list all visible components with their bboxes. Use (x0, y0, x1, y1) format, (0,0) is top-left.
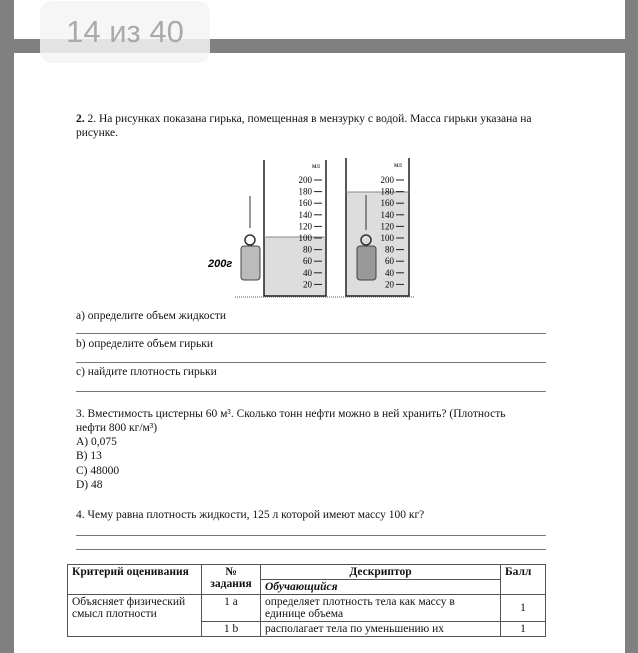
table-row (68, 595, 546, 622)
q3-line2: нефти 800 кг/м³) (76, 422, 158, 434)
cell-score: 1 (501, 595, 546, 622)
weight-label: 200г (208, 258, 233, 270)
cell-score: 1 (501, 622, 546, 637)
q3-option-b: B) 13 (76, 450, 102, 462)
tick-label: 160 (380, 198, 394, 209)
page-indicator: 14 из 40 (40, 1, 210, 63)
tick-label: 80 (385, 244, 394, 255)
tick-label: 200 (298, 175, 312, 185)
tick-label: 120 (380, 221, 394, 232)
q2-part-b: b) определите объем гирьки (76, 338, 214, 350)
q3-option-d: D) 48 (76, 479, 103, 491)
tick-label: 60 (385, 256, 394, 267)
header-score: Балл (501, 565, 546, 595)
tick-label: 100 (298, 233, 312, 243)
answer-line[interactable] (76, 391, 546, 392)
header-descriptor: Дескриптор (261, 565, 501, 580)
cell-descriptor: определяет плотность тела как массу в единице объема (261, 595, 501, 622)
beaker-figure (200, 150, 440, 310)
q2-text: 2. 2. На рисунках показана гирька, помещенная в мензурку с водой. Масса гирьки указана на (76, 113, 532, 125)
tick-label: 140 (298, 209, 312, 220)
tick-label: 40 (385, 267, 394, 278)
tick-label: 40 (303, 267, 312, 278)
cell-num: 1 b (202, 622, 261, 637)
q3-option-c: C) 48000 (76, 465, 120, 477)
tick-label: 200 (380, 175, 394, 185)
tick-label: 20 (385, 279, 394, 290)
q3-line1: 3. Вместимость цистерны 60 м³. Сколько тонн нефти можно в ней хранить? (Плотность (76, 408, 506, 420)
unit-left: мл (312, 162, 320, 170)
tick-label: 140 (380, 209, 394, 220)
cell-num: 1 а (202, 595, 261, 622)
weight-left (241, 196, 260, 280)
header-num: № задания (202, 565, 261, 595)
tick-label: 100 (380, 233, 394, 243)
tick-label: 60 (303, 256, 312, 267)
tick-label: 20 (303, 279, 312, 290)
tick-label: 80 (303, 244, 312, 255)
q2-part-a: а) определите объем жидкости (76, 310, 227, 322)
tick-label: 160 (298, 198, 312, 209)
q2-line1: 2. На рисунках показана гирька, помещенная в мензурку с водой. Масса гирьки указана на (87, 113, 532, 125)
tick-label: 180 (298, 186, 312, 197)
cell-descriptor: располагает тела по уменьшению их (261, 622, 501, 637)
assessment-table (67, 564, 546, 637)
page-2 (14, 53, 625, 653)
cell-criterion: Объясняет физический смысл плотности (68, 595, 202, 637)
q2-line2: рисунке. (76, 127, 119, 139)
tick-label: 120 (298, 221, 312, 232)
answer-line[interactable] (76, 549, 546, 550)
tick-label: 180 (380, 186, 394, 197)
answer-line[interactable] (76, 362, 546, 363)
answer-line[interactable] (76, 535, 546, 536)
unit-right: мл (394, 161, 402, 169)
answer-line[interactable] (76, 333, 546, 334)
q2-part-c: с) найдите плотность гирьки (76, 366, 217, 378)
header-criterion: Критерий оценивания (68, 565, 202, 595)
q4-text: 4. Чему равна плотность жидкости, 125 л которой имеют массу 100 кг? (76, 509, 425, 521)
header-sub: Обучающийся (261, 580, 501, 595)
q3-option-a: A) 0,075 (76, 436, 117, 448)
